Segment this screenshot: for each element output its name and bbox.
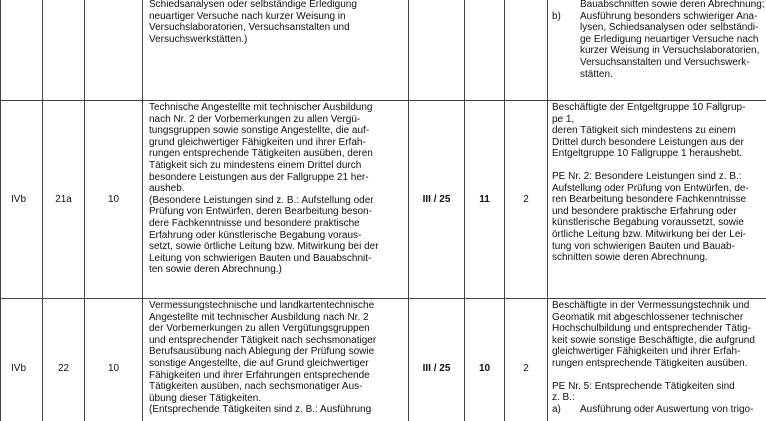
table-row <box>1 101 766 299</box>
pay-group-cell <box>465 0 505 101</box>
pay-group-cell: 10 <box>465 299 505 421</box>
case-group-cell: 21a <box>43 101 85 299</box>
new-description-text: Bauabschnitten sowie deren Abrechnung; <box>580 0 765 10</box>
case-group-cell <box>43 0 85 101</box>
step-cell: 2 <box>505 101 548 299</box>
new-description-cell <box>548 299 766 421</box>
table-row <box>1 299 766 421</box>
step-cell: 2 <box>505 299 548 421</box>
new-description-text: Beschäftigte der Entgeltgruppe 10 Fallgrup- pe 1, deren Tätigkeit sich mindestens zu einem Drittel durch besondere Leistungen aus der Entgeltgruppe 10 Fallgruppe 1 heraushebt. <box>552 102 746 160</box>
group-cell: IVb <box>1 299 43 421</box>
description-text: Vermessungstechnische und landkartentechnische Angestellte mit technischer Ausbildung nach Nr. 2 der Vorbemerkungen zu allen Vergütungsgruppen und entsprechender Tätigkeit nach sechsmonatiger Berufsausübung nach Ablegung der Prüfung sowie sonstige Angestellte, die auf Grund gleichwertiger Fähigkeiten und ihrer Erfahrungen entsprechende Tätigkeiten ausüben, nach sechsmonatiger Aus- übung dieser Tätigkeiten. (Entsprechende Tätigkeiten sind z. B.: Ausführung <box>149 300 377 416</box>
description-cell <box>143 299 409 421</box>
case-group-cell: 22 <box>43 299 85 421</box>
pe-note-text: PE Nr. 2: Besondere Leistungen sind z. B.: Aufstellung oder Prüfung von Entwürfen, de- ren Bearbeitung besondere Fachkenntnisse und besondere praktische Erfahrung oder künstlerische Begabung voraussetzt, sowie örtliche Leitung bzw. Mitwirkung bei der Lei- tung von schwierigen Bauten und Bauab- schnitten sowie deren Abrechnung. <box>552 170 749 264</box>
description-text: Technische Angestellte mit technischer Ausbildung nach Nr. 2 der Vorbemerkungen zu allen Vergü- tungsgruppen sowie sonstige Angestellte, die auf- grund gleichwertiger Fähigkeiten und ihrer Erfah- rungen entsprechende Tätigkeiten ausüben, deren Tätigkeit sich zu mindestens einem Drittel durch besondere Leistungen aus der Fallgruppe 21 her- ausheb. (Besondere Leistungen sind z. B.: Aufstellung oder Prüfung von Entwürfen, deren Bearbeitung beson- dere Fachkenntnisse und besondere praktische Erfahrung oder künstlerische Begabung voraus- setzt, sowie örtliche Leitung bzw. Mitwirkung bei der Leitung von schwierigen Bauten und Bauabschnit- ten sowie deren Abrechnung.) <box>149 102 379 276</box>
list-item <box>552 404 766 416</box>
new-description-text: Beschäftigte in der Vermessungstechnik und Geomatik mit abgeschlossener technischer Hochschulbildung und entsprechender Tätig- keit sowie sonstige Beschäftigte, die aufgrund gleichwertiger Fähigkeiten und ihrer Erfah- rungen entsprechende Tätigkeiten ausüben. <box>552 300 755 369</box>
level-cell: III / 25 <box>409 101 465 299</box>
description-text: Schiedsanalysen oder selbständige Erledigung neuartiger Versuche nach kurzer Weisung in Versuchslaboratorien, Versuchsanstalten und Versuchswerkstätten.) <box>149 0 357 45</box>
group-cell <box>1 0 43 101</box>
pay-group-cell: 11 <box>465 101 505 299</box>
pe-note-text: PE Nr. 5: Entsprechende Tätigkeiten sind z. B.: <box>552 380 735 404</box>
list-item-text: Ausführung oder Auswertung von trigo- <box>580 403 754 415</box>
list-item <box>552 11 766 81</box>
list-item-label: a) <box>552 403 561 415</box>
list-item-text: Ausführung besonders schwieriger Ana- lysen, Schiedsanalysen oder selbständi- ge Erledigung neuartiger Versuche nach kurzer Weisung in Versuchslaboratorien, Versuchsanstalten und Versuchswerk- stätten. <box>580 10 760 80</box>
level-cell: III / 25 <box>409 299 465 421</box>
step-cell <box>505 0 548 101</box>
new-description-cell <box>548 101 766 299</box>
new-description-cell <box>548 0 766 101</box>
description-cell <box>143 0 409 101</box>
number-cell: 10 <box>85 299 143 421</box>
description-cell <box>143 101 409 299</box>
number-cell: 10 <box>85 101 143 299</box>
table-row <box>1 0 766 101</box>
list-item-label: b) <box>552 10 561 22</box>
group-cell: IVb <box>1 101 43 299</box>
level-cell <box>409 0 465 101</box>
number-cell <box>85 0 143 101</box>
